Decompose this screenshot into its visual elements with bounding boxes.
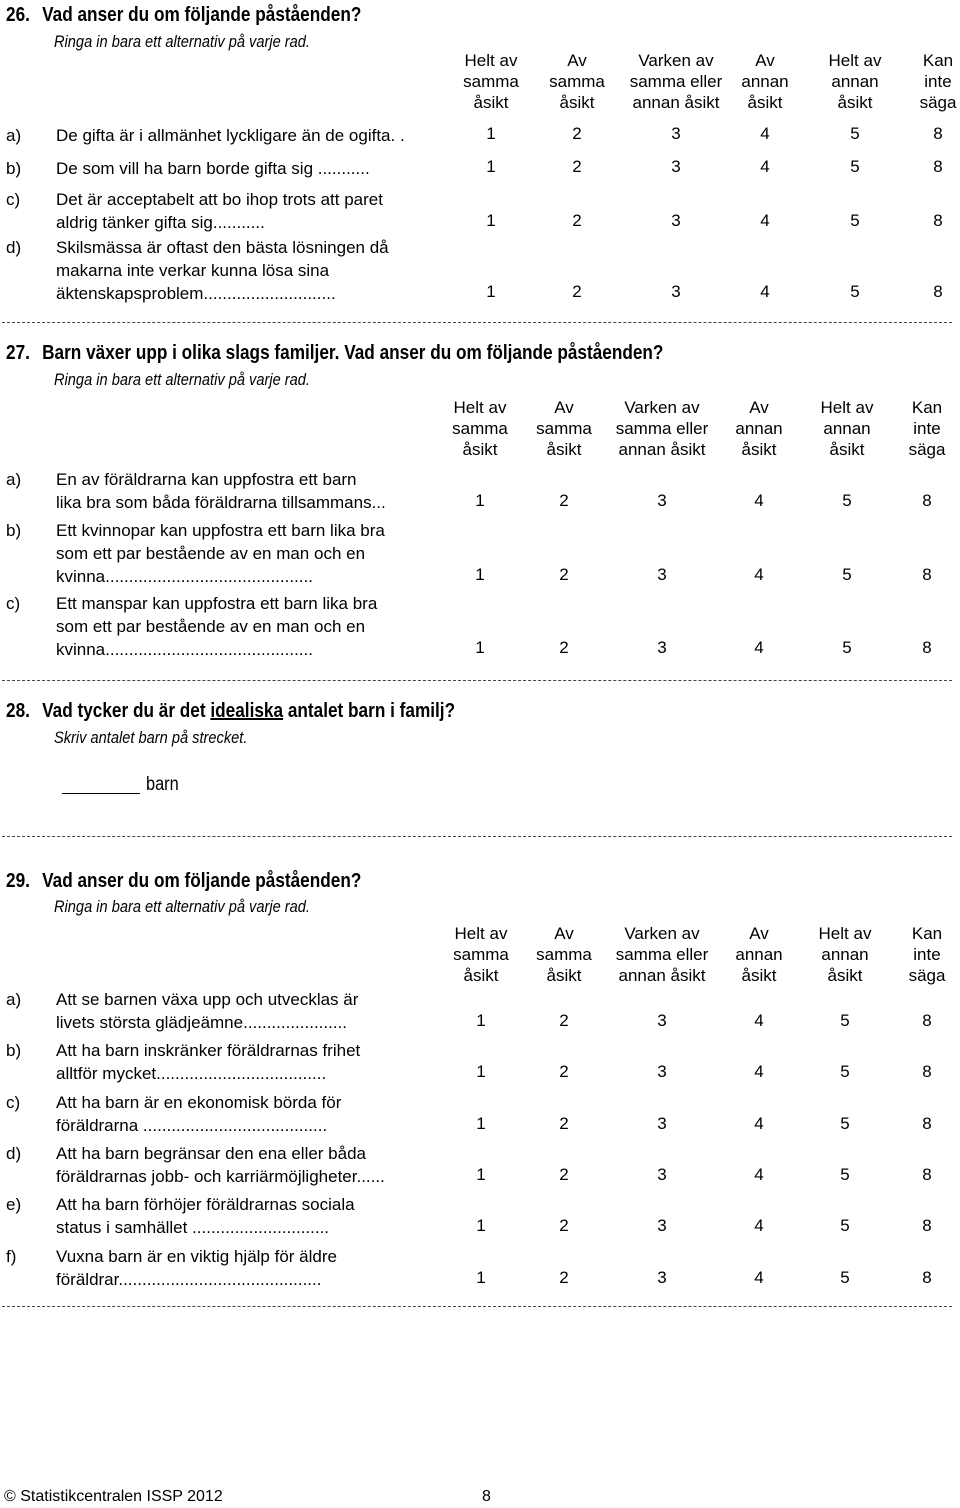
item-statement: [56, 236, 389, 305]
item-statement-line: som ett par bestående av en man och en: [56, 617, 366, 636]
scale-header-line: åsikt: [462, 440, 498, 459]
item-letter: a): [6, 470, 22, 489]
item-letter: b): [6, 521, 22, 540]
scale-header-line: samma eller: [615, 945, 709, 964]
response-option-8[interactable]: 8: [933, 211, 943, 230]
item-statement-line: föräldrarnas jobb- och karriärmöjligheter......: [56, 1167, 385, 1186]
response-option-3[interactable]: 3: [657, 1011, 667, 1030]
response-option-8[interactable]: 8: [922, 491, 932, 510]
section-divider: [2, 1306, 952, 1307]
item-letter: c): [6, 190, 21, 209]
item-statement: [56, 1039, 360, 1085]
response-option-5[interactable]: 5: [840, 1165, 850, 1184]
response-option-3[interactable]: 3: [657, 1268, 667, 1287]
scale-header-line: Av: [749, 398, 769, 417]
scale-header-line: inte: [913, 419, 941, 438]
item-statement-line: Att ha barn inskränker föräldrarnas frihet: [56, 1041, 361, 1060]
response-option-4[interactable]: 4: [760, 157, 770, 176]
item-statement-line: Vuxna barn är en viktig hjälp för äldre: [56, 1247, 337, 1266]
response-option-4[interactable]: 4: [754, 1062, 764, 1081]
item-statement-line: lika bra som båda föräldrarna tillsammans...: [56, 493, 386, 512]
copyright-text: © Statistikcentralen ISSP 2012: [4, 1488, 223, 1505]
scale-header-line: Av: [749, 924, 769, 943]
scale-header-line: annan: [831, 72, 879, 91]
question-26-instruction: Ringa in bara ett alternativ på varje rad.: [54, 32, 310, 51]
scale-header-line: annan: [735, 945, 783, 964]
item-letter: c): [6, 1093, 21, 1112]
response-option-1[interactable]: 1: [486, 211, 496, 230]
item-letter: d): [6, 1144, 22, 1163]
page-number: 8: [482, 1488, 491, 1505]
scale-header-line: åsikt: [473, 93, 509, 112]
response-option-2[interactable]: 2: [559, 1011, 569, 1030]
item-statement: [56, 188, 383, 234]
response-option-3[interactable]: 3: [657, 638, 667, 657]
response-option-1[interactable]: 1: [476, 1011, 486, 1030]
response-option-1[interactable]: 1: [475, 491, 485, 510]
response-option-3[interactable]: 3: [657, 1165, 667, 1184]
response-option-8[interactable]: 8: [922, 1114, 932, 1133]
item-letter: a): [6, 990, 22, 1009]
item-statement-line: Ett kvinnopar kan uppfostra ett barn lika bra: [56, 521, 385, 540]
item-statement-line: alltför mycket....................................: [56, 1064, 327, 1083]
item-statement-line: De som vill ha barn borde gifta sig ...........: [56, 159, 370, 178]
scale-header-line: Helt av: [454, 924, 508, 943]
scale-header-line: säga: [908, 966, 946, 985]
scale-header-line: samma eller: [615, 419, 709, 438]
item-letter: b): [6, 1041, 22, 1060]
response-option-5[interactable]: 5: [850, 282, 860, 301]
item-statement: [56, 592, 377, 661]
question-28-title: 28. Vad tycker du är det idealiska antalet barn i familj?: [6, 700, 456, 722]
scale-header: [872, 923, 960, 986]
scale-header-line: åsikt: [829, 440, 865, 459]
item-statement: [56, 468, 386, 514]
scale-header-line: åsikt: [827, 966, 863, 985]
scale-header-line: Helt av: [818, 924, 872, 943]
item-letter: b): [6, 159, 22, 178]
item-letter: f): [6, 1247, 17, 1266]
response-option-5[interactable]: 5: [842, 491, 852, 510]
answer-blank-line[interactable]: [62, 793, 140, 794]
response-option-4[interactable]: 4: [754, 1216, 764, 1235]
item-statement-line: De gifta är i allmänhet lyckligare än de ogifta. .: [56, 126, 405, 145]
response-option-2[interactable]: 2: [559, 638, 569, 657]
item-letter: c): [6, 594, 21, 613]
scale-header-line: åsikt: [741, 440, 777, 459]
scale-header-line: säga: [919, 93, 957, 112]
response-option-4[interactable]: 4: [754, 638, 764, 657]
scale-header-line: åsikt: [546, 966, 582, 985]
response-option-3[interactable]: 3: [671, 157, 681, 176]
response-option-8[interactable]: 8: [922, 565, 932, 584]
scale-header-line: åsikt: [741, 966, 777, 985]
response-option-4[interactable]: 4: [754, 1011, 764, 1030]
response-option-1[interactable]: 1: [486, 282, 496, 301]
scale-header-line: annan: [821, 945, 869, 964]
scale-header-line: Varken av: [624, 398, 700, 417]
scale-header-line: Varken av: [638, 51, 714, 70]
item-statement: [56, 124, 405, 147]
scale-header: [872, 397, 960, 460]
item-statement-line: aldrig tänker gifta sig...........: [56, 213, 265, 232]
response-option-1[interactable]: 1: [475, 565, 485, 584]
scale-header-line: Helt av: [464, 51, 518, 70]
response-option-1[interactable]: 1: [476, 1062, 486, 1081]
response-option-1[interactable]: 1: [476, 1165, 486, 1184]
response-option-3[interactable]: 3: [657, 1062, 667, 1081]
response-option-8[interactable]: 8: [933, 157, 943, 176]
response-option-3[interactable]: 3: [657, 565, 667, 584]
response-option-2[interactable]: 2: [572, 124, 582, 143]
scale-header: [607, 923, 717, 986]
scale-header-line: annan åsikt: [618, 440, 706, 459]
scale-header: [522, 50, 632, 113]
response-option-2[interactable]: 2: [559, 565, 569, 584]
question-27-instruction: Ringa in bara ett alternativ på varje rad.: [54, 370, 310, 389]
response-option-8[interactable]: 8: [922, 1268, 932, 1287]
response-option-4[interactable]: 4: [760, 282, 770, 301]
answer-unit-label: barn: [146, 774, 179, 795]
scale-header-line: samma: [463, 72, 519, 91]
item-statement-line: Att ha barn förhöjer föräldrarnas sociala: [56, 1195, 355, 1214]
response-option-5[interactable]: 5: [850, 157, 860, 176]
question-29-title: 29. Vad anser du om följande påståenden?: [6, 870, 362, 892]
page-footer: [4, 1488, 491, 1506]
response-option-2[interactable]: 2: [572, 211, 582, 230]
item-statement: [56, 1091, 341, 1137]
scale-header-line: Helt av: [453, 398, 507, 417]
item-statement-line: Att ha barn är en ekonomisk börda för: [56, 1093, 342, 1112]
response-option-5[interactable]: 5: [850, 211, 860, 230]
response-option-8[interactable]: 8: [922, 638, 932, 657]
item-statement-line: föräldrar...........................................: [56, 1270, 322, 1289]
item-statement-line: En av föräldrarna kan uppfostra ett barn: [56, 470, 357, 489]
item-statement-line: makarna inte verkar kunna lösa sina: [56, 261, 330, 280]
response-option-2[interactable]: 2: [559, 1062, 569, 1081]
response-option-2[interactable]: 2: [559, 491, 569, 510]
question-28-instruction: Skriv antalet barn på strecket.: [54, 728, 248, 747]
item-statement-line: Det är acceptabelt att bo ihop trots att paret: [56, 190, 383, 209]
scale-header-line: Kan: [911, 924, 943, 943]
scale-header-line: annan: [823, 419, 871, 438]
response-option-1[interactable]: 1: [476, 1216, 486, 1235]
scale-header-line: annan: [735, 419, 783, 438]
scale-header-line: Av: [755, 51, 775, 70]
response-option-3[interactable]: 3: [657, 491, 667, 510]
scale-header-line: åsikt: [546, 440, 582, 459]
scale-header-line: annan: [741, 72, 789, 91]
response-option-2[interactable]: 2: [559, 1268, 569, 1287]
response-option-2[interactable]: 2: [559, 1114, 569, 1133]
item-statement-line: kvinna............................................: [56, 567, 313, 586]
response-option-4[interactable]: 4: [754, 1268, 764, 1287]
response-option-4[interactable]: 4: [754, 491, 764, 510]
response-option-1[interactable]: 1: [486, 124, 496, 143]
response-option-5[interactable]: 5: [840, 1114, 850, 1133]
response-option-2[interactable]: 2: [572, 282, 582, 301]
item-statement: [56, 1193, 355, 1239]
response-option-8[interactable]: 8: [922, 1011, 932, 1030]
item-statement-line: kvinna............................................: [56, 640, 313, 659]
response-option-3[interactable]: 3: [657, 1114, 667, 1133]
response-option-8[interactable]: 8: [922, 1062, 932, 1081]
response-option-4[interactable]: 4: [754, 1165, 764, 1184]
section-divider: [2, 680, 952, 681]
response-option-1[interactable]: 1: [486, 157, 496, 176]
scale-header-line: åsikt: [837, 93, 873, 112]
scale-header-line: samma: [536, 945, 592, 964]
scale-header-line: åsikt: [559, 93, 595, 112]
scale-header-line: Av: [554, 924, 574, 943]
item-letter: e): [6, 1195, 22, 1214]
section-divider: [2, 836, 952, 837]
item-statement: [56, 1245, 337, 1291]
scale-header-line: samma: [549, 72, 605, 91]
scale-header-line: samma eller: [629, 72, 723, 91]
response-option-5[interactable]: 5: [842, 565, 852, 584]
item-statement: [56, 988, 358, 1034]
item-statement: [56, 519, 385, 588]
item-statement: [56, 1142, 385, 1188]
item-statement-line: som ett par bestående av en man och en: [56, 544, 366, 563]
response-option-3[interactable]: 3: [657, 1216, 667, 1235]
response-option-5[interactable]: 5: [840, 1268, 850, 1287]
response-option-1[interactable]: 1: [475, 638, 485, 657]
response-option-2[interactable]: 2: [572, 157, 582, 176]
response-option-5[interactable]: 5: [840, 1062, 850, 1081]
scale-header-line: Kan: [922, 51, 954, 70]
response-option-8[interactable]: 8: [922, 1165, 932, 1184]
question-27-title: 27. Barn växer upp i olika slags familjer. Vad anser du om följande påståenden?: [6, 342, 664, 364]
response-option-5[interactable]: 5: [842, 638, 852, 657]
response-option-5[interactable]: 5: [840, 1216, 850, 1235]
scale-header-line: samma: [453, 945, 509, 964]
response-option-3[interactable]: 3: [671, 124, 681, 143]
section-divider: [2, 322, 952, 323]
scale-header-line: annan åsikt: [618, 966, 706, 985]
item-letter: d): [6, 238, 22, 257]
item-statement-line: Att ha barn begränsar den ena eller båda: [56, 1144, 367, 1163]
scale-header-line: Av: [567, 51, 587, 70]
scale-header: [509, 397, 619, 460]
response-option-4[interactable]: 4: [760, 124, 770, 143]
item-statement: [56, 157, 370, 180]
response-option-3[interactable]: 3: [671, 211, 681, 230]
scale-header: [607, 397, 717, 460]
scale-header-line: åsikt: [463, 966, 499, 985]
item-statement-line: Att se barnen växa upp och utvecklas är: [56, 990, 359, 1009]
response-option-1[interactable]: 1: [476, 1268, 486, 1287]
item-letter: a): [6, 126, 22, 145]
scale-header-line: säga: [908, 440, 946, 459]
response-option-5[interactable]: 5: [850, 124, 860, 143]
response-option-2[interactable]: 2: [559, 1165, 569, 1184]
scale-header: [509, 923, 619, 986]
scale-header-line: Varken av: [624, 924, 700, 943]
item-statement-line: föräldrarna .......................................: [56, 1116, 328, 1135]
item-statement-line: Ett manspar kan uppfostra ett barn lika bra: [56, 594, 378, 613]
scale-header-line: samma: [536, 419, 592, 438]
response-option-5[interactable]: 5: [840, 1011, 850, 1030]
question-29-instruction: Ringa in bara ett alternativ på varje rad.: [54, 897, 310, 916]
response-option-3[interactable]: 3: [671, 282, 681, 301]
scale-header-line: Kan: [911, 398, 943, 417]
item-statement-line: livets största glädjeämne......................: [56, 1013, 348, 1032]
scale-header-line: samma: [452, 419, 508, 438]
response-option-2[interactable]: 2: [559, 1216, 569, 1235]
scale-header-line: annan åsikt: [632, 93, 720, 112]
scale-header-line: Helt av: [828, 51, 882, 70]
item-statement-line: äktenskapsproblem............................: [56, 284, 336, 303]
response-option-4[interactable]: 4: [754, 565, 764, 584]
scale-header: [883, 50, 960, 113]
item-statement-line: Skilsmässa är oftast den bästa lösningen då: [56, 238, 389, 257]
scale-header-line: åsikt: [747, 93, 783, 112]
response-option-8[interactable]: 8: [933, 124, 943, 143]
scale-header-line: Av: [554, 398, 574, 417]
scale-header-line: Helt av: [820, 398, 874, 417]
item-statement-line: status i samhället .............................: [56, 1218, 330, 1237]
question-26-title: 26. Vad anser du om följande påståenden?: [6, 4, 362, 26]
scale-header-line: inte: [924, 72, 952, 91]
scale-header-line: inte: [913, 945, 941, 964]
response-option-1[interactable]: 1: [476, 1114, 486, 1133]
response-option-8[interactable]: 8: [922, 1216, 932, 1235]
response-option-4[interactable]: 4: [754, 1114, 764, 1133]
response-option-4[interactable]: 4: [760, 211, 770, 230]
response-option-8[interactable]: 8: [933, 282, 943, 301]
